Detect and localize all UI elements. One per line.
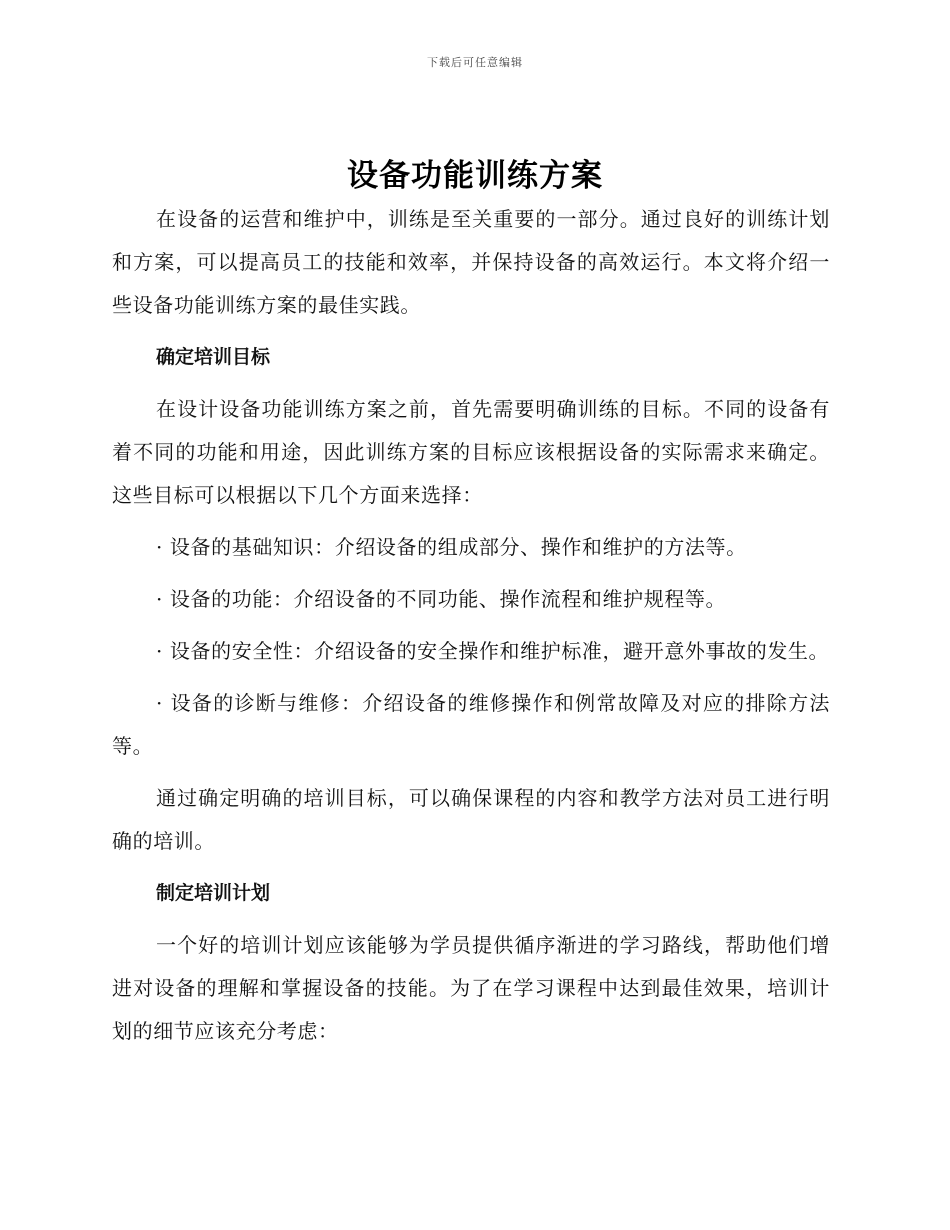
bullet-item: · 设备的功能：介绍设备的不同功能、操作流程和维护规程等。 bbox=[156, 587, 727, 611]
document-title: 设备功能训练方案 bbox=[347, 158, 603, 194]
section-heading-plan: 制定培训计划 bbox=[156, 882, 271, 904]
bullet-item: · 设备的基础知识：介绍设备的组成部分、操作和维护的方法等。 bbox=[156, 535, 747, 559]
document-body bbox=[112, 198, 830, 1062]
header-note: 下载后可任意编辑 bbox=[427, 56, 523, 69]
section-goals-conclusion: 通过确定明确的培训目标，可以确保课程的内容和教学方法对员工进行明确的培训。 bbox=[112, 786, 830, 853]
section-plan-paragraph: 一个好的培训计划应该能够为学员提供循序渐进的学习路线，帮助他们增进对设备的理解和掌握设备的技能。为了在学习课程中达到最佳效果，培训计划的细节应该充分考虑： bbox=[112, 933, 830, 1043]
intro-paragraph: 在设备的运营和维护中，训练是至关重要的一部分。通过良好的训练计划和方案，可以提高员工的技能和效率，并保持设备的高效运行。本文将介绍一些设备功能训练方案的最佳实践。 bbox=[112, 207, 830, 317]
section-goals-paragraph: 在设计设备功能训练方案之前，首先需要明确训练的目标。不同的设备有着不同的功能和用途，因此训练方案的目标应该根据设备的实际需求来确定。这些目标可以根据以下几个方面来选择： bbox=[112, 397, 830, 507]
section-heading-goals: 确定培训目标 bbox=[156, 346, 271, 368]
bullet-item: · 设备的安全性：介绍设备的安全操作和维护标准，避开意外事故的发生。 bbox=[156, 639, 830, 663]
bullet-item: · 设备的诊断与维修：介绍设备的维修操作和例常故障及对应的排除方法等。 bbox=[112, 691, 830, 758]
